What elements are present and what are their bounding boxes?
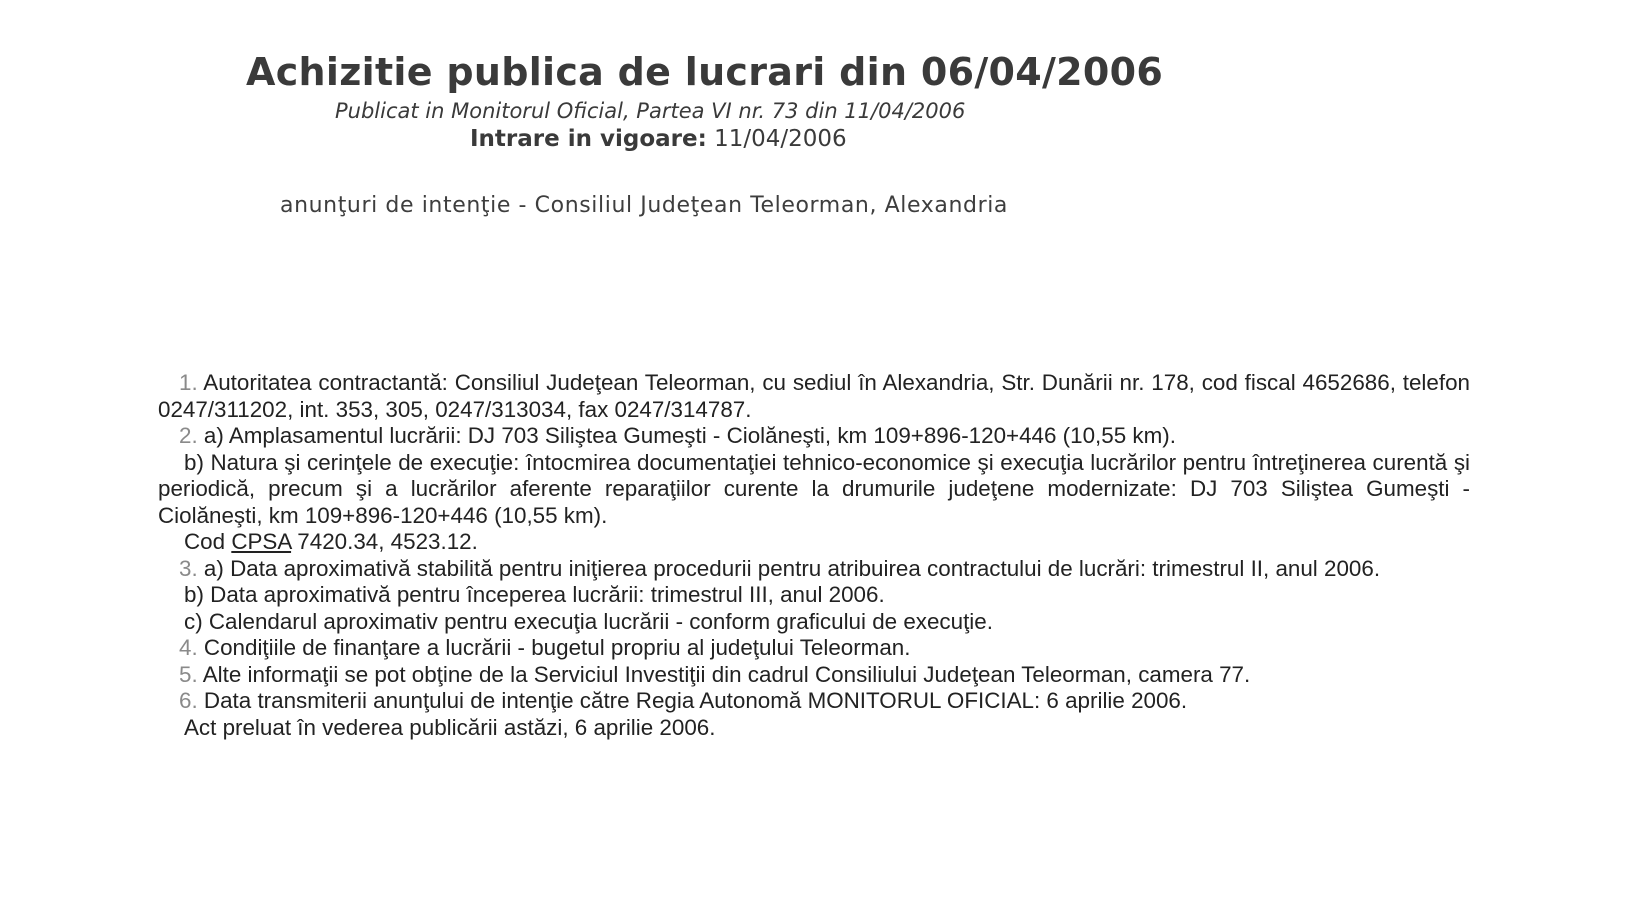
item-letter: a) xyxy=(203,555,224,581)
item-1 xyxy=(158,370,1470,423)
item-5 xyxy=(158,662,1470,689)
item-number: 5. xyxy=(179,661,198,687)
item-text: Amplasamentul lucrării: DJ 703 Siliştea Gumeşti - Ciolăneşti, km 109+896-120+446 (10,55 km). xyxy=(228,423,1176,448)
cod-label: Cod xyxy=(184,529,226,554)
item-number: 6. xyxy=(179,688,198,713)
item-3a xyxy=(158,556,1470,583)
in-force-date: 11/04/2006 xyxy=(714,126,847,152)
item-text: Data aproximativă stabilită pentru iniţierea procedurii pentru atribuirea contractului de lucrări: trimestrul II, anul 2006. xyxy=(230,555,1381,581)
item-text: Calendarul aproximativ pentru execuţia lucrării - conform graficului de execuţie. xyxy=(208,608,993,634)
item-3b xyxy=(158,582,1470,609)
in-force-line xyxy=(470,126,847,152)
publication-info: Publicat in Monitorul Oficial, Partea VI nr. 73 din 11/04/2006 xyxy=(335,99,966,123)
item-6 xyxy=(158,688,1470,715)
item-text: Natura şi cerinţele de execuţie: întocmirea documentaţiei tehnico-economice şi execuţia lucrărilor pentru întreţinerea curentă şi periodică, precum şi a lucrărilor aferente reparaţiilor curente la drumurile judeţene modernizate: DJ 703 Siliştea Gumeşti - Ciolăneşti, km 109+896-120+446 (10,55 km). xyxy=(158,449,1470,528)
cod-cpsa-line xyxy=(158,529,1470,556)
item-text: Data transmiterii anunţului de intenţie către Regia Autonomă MONITORUL OFICIAL: 6 aprilie 2006. xyxy=(203,688,1188,713)
item-text: Alte informaţii se pot obţine de la Serviciul Investiţii din cadrul Consiliului Judeţean Teleorman, camera 77. xyxy=(202,661,1251,687)
item-number: 3. xyxy=(179,555,198,581)
item-2a xyxy=(158,423,1470,450)
item-4 xyxy=(158,635,1470,662)
item-3c xyxy=(158,609,1470,636)
item-letter: a) xyxy=(203,423,224,448)
document-title: Achizitie publica de lucrari din 06/04/2006 xyxy=(246,50,1164,94)
item-number: 1. xyxy=(179,370,198,395)
cpsa-code: CPSA xyxy=(231,529,292,554)
document-body xyxy=(158,370,1470,741)
item-number: 4. xyxy=(179,635,198,660)
item-text: Autoritatea contractantă: Consiliul Judeţean Teleorman, cu sediul în Alexandria, Str. Dunării nr. 178, cod fiscal 4652686, telefon 0247/311202, int. 353, 305, 0247/313034, fax 0247/314787. xyxy=(158,370,1470,422)
item-text: Data aproximativă pentru începerea lucrării: trimestrul III, anul 2006. xyxy=(210,582,885,607)
item-number: 2. xyxy=(179,423,198,448)
final-note: Act preluat în vederea publicării astăzi, 6 aprilie 2006. xyxy=(184,714,716,740)
item-letter: b) xyxy=(184,582,204,607)
item-letter: c) xyxy=(184,608,203,634)
in-force-label: Intrare in vigoare: xyxy=(470,126,707,152)
cpsa-values: 7420.34, 4523.12. xyxy=(297,529,478,554)
item-2b xyxy=(158,450,1470,530)
notice-category: anunţuri de intenţie - Consiliul Judeţean Teleorman, Alexandria xyxy=(280,193,1009,218)
item-letter: b) xyxy=(184,449,204,475)
item-text: Condiţiile de finanţare a lucrării - bugetul propriu al judeţului Teleorman. xyxy=(203,635,911,660)
